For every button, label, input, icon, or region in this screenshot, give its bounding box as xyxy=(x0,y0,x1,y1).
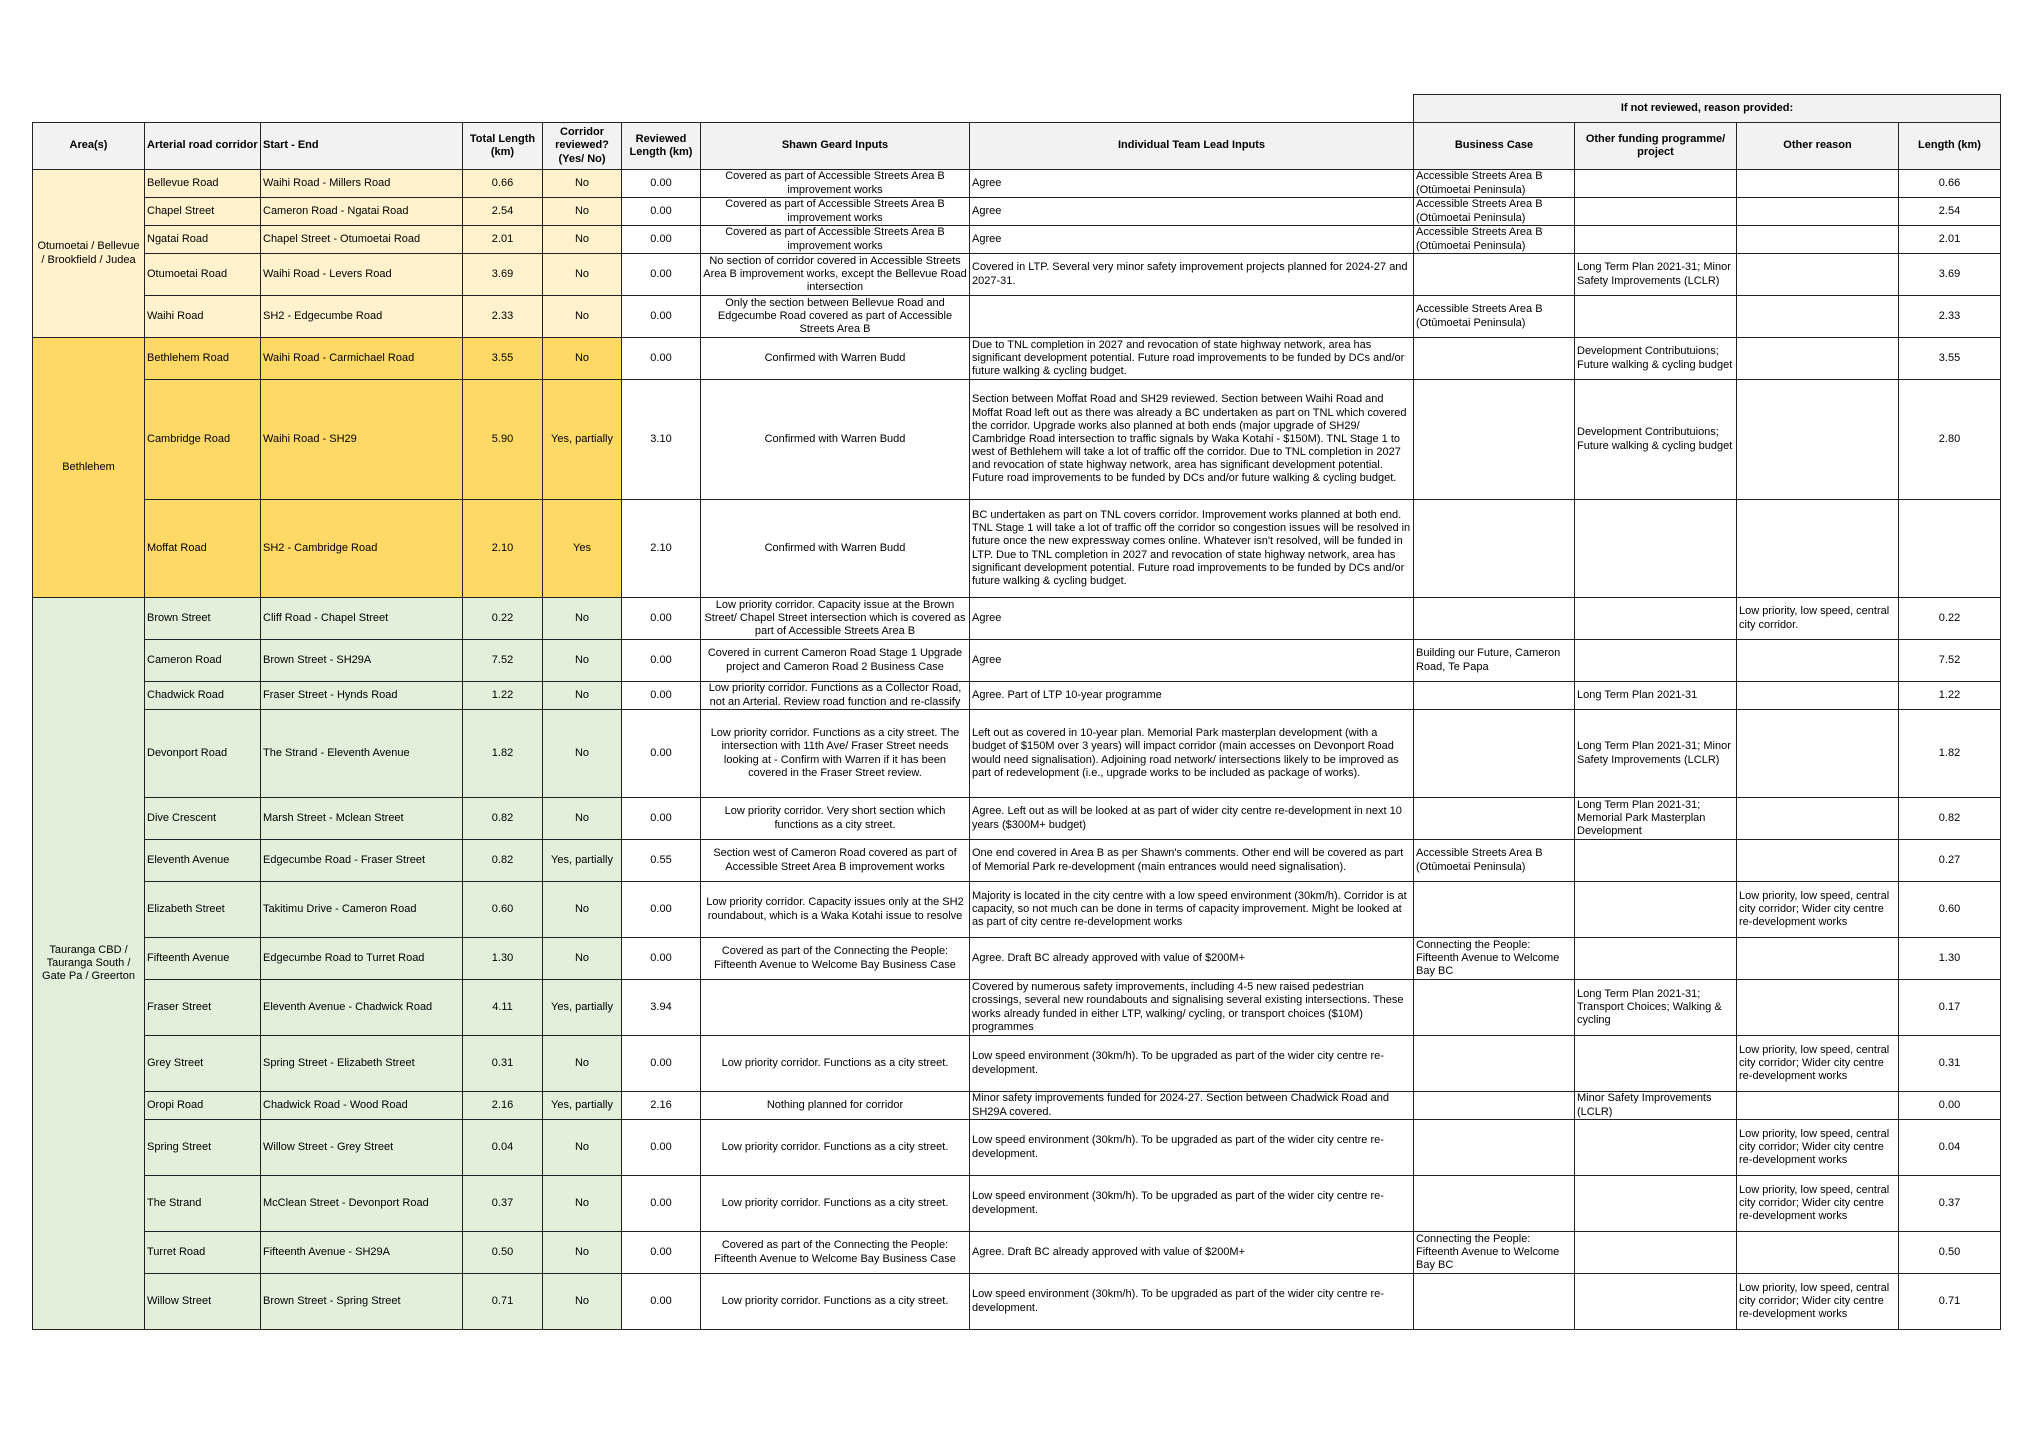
business-case-cell xyxy=(1414,980,1575,1036)
shawn-input-cell: Low priority corridor. Functions as a city street. xyxy=(701,1274,970,1330)
shawn-input-cell: Covered as part of the Connecting the People: Fifteenth Avenue to Welcome Bay Business Case xyxy=(701,938,970,980)
length-cell: 2.01 xyxy=(1899,226,2001,254)
other-reason-cell xyxy=(1737,1232,1899,1274)
corridor-review-table xyxy=(32,94,2001,1330)
reviewed-length-cell: 0.00 xyxy=(622,598,701,640)
shawn-input-cell: Confirmed with Warren Budd xyxy=(701,500,970,598)
table-row xyxy=(33,338,2001,380)
other-reason-cell xyxy=(1737,682,1899,710)
corridor-cell: The Strand xyxy=(145,1176,261,1232)
total-length-cell: 0.31 xyxy=(463,1036,543,1092)
length-cell: 3.55 xyxy=(1899,338,2001,380)
business-case-cell: Connecting the People: Fifteenth Avenue to Welcome Bay BC xyxy=(1414,938,1575,980)
start-end-cell: Chadwick Road - Wood Road xyxy=(261,1092,463,1120)
total-length-cell: 0.50 xyxy=(463,1232,543,1274)
length-cell: 0.50 xyxy=(1899,1232,2001,1274)
corridor-cell: Brown Street xyxy=(145,598,261,640)
reviewed-length-cell: 0.00 xyxy=(622,798,701,840)
corridor-cell: Bellevue Road xyxy=(145,170,261,198)
reviewed-length-cell: 0.00 xyxy=(622,254,701,296)
business-case-cell: Accessible Streets Area B (Otūmoetai Peninsula) xyxy=(1414,840,1575,882)
other-funding-cell: Long Term Plan 2021-31; Memorial Park Masterplan Development xyxy=(1575,798,1737,840)
team-lead-input-cell: Low speed environment (30km/h). To be upgraded as part of the wider city centre re-development. xyxy=(970,1036,1414,1092)
group-header-row xyxy=(33,95,2001,123)
col-other-funding: Other funding programme/ project xyxy=(1575,123,1737,170)
table-row xyxy=(33,296,2001,338)
corridor-cell: Bethlehem Road xyxy=(145,338,261,380)
length-cell: 1.22 xyxy=(1899,682,2001,710)
start-end-cell: Takitimu Drive - Cameron Road xyxy=(261,882,463,938)
team-lead-input-cell: Section between Moffat Road and SH29 reviewed. Section between Waihi Road and Moffat Road left out as there was already a BC undertaken as part on TNL which covered the corridor. Upgrade works also planned at both ends (major upgrade of SH29/ Cambridge Road intersection to traffic signals by Waka Kotahi - $150M). TNL Stage 1 to west of Bethlehem will take a lot of traffic off the corridor. Due to TNL completion in 2027 and revocation of state highway network, area has significant development potential. Future road improvements to be funded by DCs and/or future walking & cycling budget. xyxy=(970,380,1414,500)
shawn-input-cell: Only the section between Bellevue Road and Edgecumbe Road covered as part of Accessible Streets Area B xyxy=(701,296,970,338)
length-cell: 0.66 xyxy=(1899,170,2001,198)
corridor-cell: Waihi Road xyxy=(145,296,261,338)
col-total-length: Total Length (km) xyxy=(463,123,543,170)
corridor-cell: Cambridge Road xyxy=(145,380,261,500)
team-lead-input-cell: Due to TNL completion in 2027 and revocation of state highway network, area has significant development potential. Future road improvements to be funded by DCs and/or future walking & cycling budget. xyxy=(970,338,1414,380)
reviewed-length-cell: 0.00 xyxy=(622,1036,701,1092)
length-cell: 0.27 xyxy=(1899,840,2001,882)
table-row xyxy=(33,500,2001,598)
business-case-cell xyxy=(1414,882,1575,938)
start-end-cell: SH2 - Edgecumbe Road xyxy=(261,296,463,338)
shawn-input-cell: Low priority corridor. Functions as a city street. The intersection with 11th Ave/ Fraser Street needs looking at - Confirm with Warren if it has been covered in the Fraser Street review. xyxy=(701,710,970,798)
start-end-cell: Brown Street - Spring Street xyxy=(261,1274,463,1330)
total-length-cell: 0.66 xyxy=(463,170,543,198)
total-length-cell: 1.22 xyxy=(463,682,543,710)
corridor-cell: Grey Street xyxy=(145,1036,261,1092)
total-length-cell: 3.55 xyxy=(463,338,543,380)
other-funding-cell xyxy=(1575,1274,1737,1330)
column-header-row xyxy=(33,123,2001,170)
col-shawn-inputs: Shawn Geard Inputs xyxy=(701,123,970,170)
other-funding-cell xyxy=(1575,1120,1737,1176)
length-cell: 0.37 xyxy=(1899,1176,2001,1232)
length-cell: 1.30 xyxy=(1899,938,2001,980)
reviewed-length-cell: 0.00 xyxy=(622,682,701,710)
total-length-cell: 2.01 xyxy=(463,226,543,254)
reviewed-length-cell: 0.00 xyxy=(622,1176,701,1232)
length-cell: 0.31 xyxy=(1899,1036,2001,1092)
shawn-input-cell: Section west of Cameron Road covered as part of Accessible Street Area B improvement works xyxy=(701,840,970,882)
other-funding-cell xyxy=(1575,296,1737,338)
reviewed-cell: No xyxy=(543,198,622,226)
total-length-cell: 0.71 xyxy=(463,1274,543,1330)
corridor-cell: Spring Street xyxy=(145,1120,261,1176)
reviewed-cell: No xyxy=(543,710,622,798)
corridor-cell: Turret Road xyxy=(145,1232,261,1274)
table-row xyxy=(33,198,2001,226)
corridor-cell: Oropi Road xyxy=(145,1092,261,1120)
total-length-cell: 7.52 xyxy=(463,640,543,682)
other-reason-cell xyxy=(1737,170,1899,198)
team-lead-input-cell: Agree xyxy=(970,198,1414,226)
col-corridor: Arterial road corridor xyxy=(145,123,261,170)
shawn-input-cell: Low priority corridor. Capacity issue at the Brown Street/ Chapel Street intersection which is covered as part of Accessible Streets Area B xyxy=(701,598,970,640)
corridor-cell: Dive Crescent xyxy=(145,798,261,840)
shawn-input-cell: Covered as part of Accessible Streets Area B improvement works xyxy=(701,198,970,226)
blank-cell xyxy=(33,95,1414,123)
length-cell: 0.04 xyxy=(1899,1120,2001,1176)
team-lead-input-cell: Agree. Draft BC already approved with value of $200M+ xyxy=(970,1232,1414,1274)
other-reason-cell: Low priority, low speed, central city corridor. xyxy=(1737,598,1899,640)
reviewed-cell: No xyxy=(543,682,622,710)
shawn-input-cell: Confirmed with Warren Budd xyxy=(701,338,970,380)
table-row xyxy=(33,1232,2001,1274)
other-funding-cell xyxy=(1575,938,1737,980)
shawn-input-cell: Covered as part of the Connecting the People: Fifteenth Avenue to Welcome Bay Business Case xyxy=(701,1232,970,1274)
total-length-cell: 0.82 xyxy=(463,798,543,840)
table-body xyxy=(33,170,2001,1330)
col-business-case: Business Case xyxy=(1414,123,1575,170)
table-row xyxy=(33,710,2001,798)
reviewed-length-cell: 0.00 xyxy=(622,1232,701,1274)
business-case-cell: Accessible Streets Area B (Otūmoetai Peninsula) xyxy=(1414,226,1575,254)
table-row xyxy=(33,840,2001,882)
length-cell: 0.00 xyxy=(1899,1092,2001,1120)
start-end-cell: Waihi Road - Millers Road xyxy=(261,170,463,198)
table-row xyxy=(33,598,2001,640)
reviewed-cell: Yes, partially xyxy=(543,980,622,1036)
reviewed-cell: No xyxy=(543,1232,622,1274)
business-case-cell xyxy=(1414,1274,1575,1330)
col-corridor-reviewed: Corridor reviewed? (Yes/ No) xyxy=(543,123,622,170)
other-reason-cell: Low priority, low speed, central city corridor; Wider city centre re-development works xyxy=(1737,1274,1899,1330)
col-reviewed-length: Reviewed Length (km) xyxy=(622,123,701,170)
other-reason-cell xyxy=(1737,710,1899,798)
other-reason-cell xyxy=(1737,338,1899,380)
other-funding-cell: Development Contributuions; Future walking & cycling budget xyxy=(1575,380,1737,500)
team-lead-input-cell: Low speed environment (30km/h). To be upgraded as part of the wider city centre re-development. xyxy=(970,1274,1414,1330)
other-funding-cell xyxy=(1575,170,1737,198)
start-end-cell: Brown Street - SH29A xyxy=(261,640,463,682)
table-row xyxy=(33,380,2001,500)
team-lead-input-cell: Agree xyxy=(970,598,1414,640)
reviewed-cell: No xyxy=(543,338,622,380)
other-funding-cell: Minor Safety Improvements (LCLR) xyxy=(1575,1092,1737,1120)
table-row xyxy=(33,682,2001,710)
col-start-end: Start - End xyxy=(261,123,463,170)
table-row xyxy=(33,1092,2001,1120)
team-lead-input-cell: Covered by numerous safety improvements, including 4-5 new raised pedestrian crossings, several new roundabouts and signalising several existing intersections. These works already funded in either LTP, walking/ cycling, or transport choices ($10M) programmes xyxy=(970,980,1414,1036)
reviewed-cell: No xyxy=(543,598,622,640)
start-end-cell: Fifteenth Avenue - SH29A xyxy=(261,1232,463,1274)
start-end-cell: Cameron Road - Ngatai Road xyxy=(261,198,463,226)
reviewed-length-cell: 0.00 xyxy=(622,338,701,380)
other-funding-cell xyxy=(1575,500,1737,598)
corridor-cell: Devonport Road xyxy=(145,710,261,798)
length-cell: 0.22 xyxy=(1899,598,2001,640)
length-cell: 7.52 xyxy=(1899,640,2001,682)
corridor-cell: Cameron Road xyxy=(145,640,261,682)
length-cell: 3.69 xyxy=(1899,254,2001,296)
other-reason-cell xyxy=(1737,938,1899,980)
col-team-lead-inputs: Individual Team Lead Inputs xyxy=(970,123,1414,170)
total-length-cell: 4.11 xyxy=(463,980,543,1036)
reviewed-cell: No xyxy=(543,1036,622,1092)
corridor-cell: Ngatai Road xyxy=(145,226,261,254)
length-cell: 2.80 xyxy=(1899,380,2001,500)
other-funding-cell: Development Contributuions; Future walking & cycling budget xyxy=(1575,338,1737,380)
reviewed-length-cell: 0.00 xyxy=(622,198,701,226)
team-lead-input-cell: Majority is located in the city centre with a low speed environment (30km/h). Corridor is at capacity, so not much can be done in terms of capacity improvement. Might be looked at as part of city centre re-development works xyxy=(970,882,1414,938)
total-length-cell: 1.82 xyxy=(463,710,543,798)
table-row xyxy=(33,1120,2001,1176)
business-case-cell: Connecting the People: Fifteenth Avenue to Welcome Bay BC xyxy=(1414,1232,1575,1274)
reviewed-cell: Yes, partially xyxy=(543,380,622,500)
start-end-cell: SH2 - Cambridge Road xyxy=(261,500,463,598)
total-length-cell: 3.69 xyxy=(463,254,543,296)
reviewed-cell: No xyxy=(543,254,622,296)
col-length: Length (km) xyxy=(1899,123,2001,170)
business-case-cell: Accessible Streets Area B (Otūmoetai Peninsula) xyxy=(1414,296,1575,338)
table-row xyxy=(33,938,2001,980)
team-lead-input-cell: Agree. Part of LTP 10-year programme xyxy=(970,682,1414,710)
reviewed-cell: No xyxy=(543,226,622,254)
reviewed-cell: No xyxy=(543,798,622,840)
other-funding-cell xyxy=(1575,640,1737,682)
table-row xyxy=(33,798,2001,840)
other-reason-cell xyxy=(1737,1092,1899,1120)
reviewed-length-cell: 0.00 xyxy=(622,226,701,254)
table-row xyxy=(33,170,2001,198)
reviewed-length-cell: 2.10 xyxy=(622,500,701,598)
length-cell: 2.54 xyxy=(1899,198,2001,226)
corridor-cell: Moffat Road xyxy=(145,500,261,598)
team-lead-input-cell: Agree xyxy=(970,226,1414,254)
total-length-cell: 2.16 xyxy=(463,1092,543,1120)
total-length-cell: 5.90 xyxy=(463,380,543,500)
other-reason-cell xyxy=(1737,798,1899,840)
other-reason-cell xyxy=(1737,198,1899,226)
team-lead-input-cell xyxy=(970,296,1414,338)
start-end-cell: The Strand - Eleventh Avenue xyxy=(261,710,463,798)
shawn-input-cell: Covered as part of Accessible Streets Area B improvement works xyxy=(701,226,970,254)
table-row xyxy=(33,1176,2001,1232)
other-reason-cell xyxy=(1737,226,1899,254)
table-row xyxy=(33,226,2001,254)
other-reason-cell: Low priority, low speed, central city corridor; Wider city centre re-development works xyxy=(1737,882,1899,938)
other-funding-cell: Long Term Plan 2021-31; Minor Safety Improvements (LCLR) xyxy=(1575,710,1737,798)
reviewed-length-cell: 0.55 xyxy=(622,840,701,882)
other-reason-cell xyxy=(1737,840,1899,882)
other-reason-cell xyxy=(1737,980,1899,1036)
start-end-cell: Chapel Street - Otumoetai Road xyxy=(261,226,463,254)
start-end-cell: Marsh Street - Mclean Street xyxy=(261,798,463,840)
corridor-cell: Eleventh Avenue xyxy=(145,840,261,882)
business-case-cell xyxy=(1414,338,1575,380)
area-cell: Tauranga CBD / Tauranga South / Gate Pa / Greerton xyxy=(33,598,145,1330)
col-other-reason: Other reason xyxy=(1737,123,1899,170)
reviewed-length-cell: 3.10 xyxy=(622,380,701,500)
shawn-input-cell: Covered in current Cameron Road Stage 1 Upgrade project and Cameron Road 2 Business Case xyxy=(701,640,970,682)
corridor-review-sheet xyxy=(32,94,2000,1330)
business-case-cell xyxy=(1414,1120,1575,1176)
other-reason-cell: Low priority, low speed, central city corridor; Wider city centre re-development works xyxy=(1737,1120,1899,1176)
start-end-cell: Waihi Road - Carmichael Road xyxy=(261,338,463,380)
length-cell: 0.71 xyxy=(1899,1274,2001,1330)
shawn-input-cell: Low priority corridor. Very short section which functions as a city street. xyxy=(701,798,970,840)
length-cell: 0.60 xyxy=(1899,882,2001,938)
shawn-input-cell: Confirmed with Warren Budd xyxy=(701,380,970,500)
reviewed-length-cell: 0.00 xyxy=(622,1120,701,1176)
total-length-cell: 0.60 xyxy=(463,882,543,938)
reviewed-cell: No xyxy=(543,882,622,938)
shawn-input-cell: Low priority corridor. Functions as a Collector Road, not an Arterial. Review road function and re-classify xyxy=(701,682,970,710)
other-funding-cell xyxy=(1575,1036,1737,1092)
other-funding-cell xyxy=(1575,198,1737,226)
table-row xyxy=(33,1274,2001,1330)
total-length-cell: 2.33 xyxy=(463,296,543,338)
team-lead-input-cell: Minor safety improvements funded for 2024-27. Section between Chadwick Road and SH29A covered. xyxy=(970,1092,1414,1120)
reviewed-length-cell: 0.00 xyxy=(622,640,701,682)
start-end-cell: Edgecumbe Road to Turret Road xyxy=(261,938,463,980)
corridor-cell: Chadwick Road xyxy=(145,682,261,710)
reviewed-cell: No xyxy=(543,938,622,980)
other-funding-cell xyxy=(1575,882,1737,938)
business-case-cell xyxy=(1414,598,1575,640)
shawn-input-cell xyxy=(701,980,970,1036)
corridor-cell: Fraser Street xyxy=(145,980,261,1036)
reviewed-length-cell: 0.00 xyxy=(622,882,701,938)
business-case-cell xyxy=(1414,710,1575,798)
team-lead-input-cell: One end covered in Area B as per Shawn's comments. Other end will be covered as part of Memorial Park re-development (main entrances would need signalisation). xyxy=(970,840,1414,882)
other-reason-cell xyxy=(1737,380,1899,500)
shawn-input-cell: Nothing planned for corridor xyxy=(701,1092,970,1120)
length-cell: 2.33 xyxy=(1899,296,2001,338)
other-reason-cell: Low priority, low speed, central city corridor; Wider city centre re-development works xyxy=(1737,1176,1899,1232)
start-end-cell: Waihi Road - Levers Road xyxy=(261,254,463,296)
team-lead-input-cell: Agree. Draft BC already approved with value of $200M+ xyxy=(970,938,1414,980)
table-row xyxy=(33,254,2001,296)
other-reason-cell xyxy=(1737,296,1899,338)
team-lead-input-cell: BC undertaken as part on TNL covers corridor. Improvement works planned at both end. TNL Stage 1 will take a lot of traffic off the corridor so congestion issues will be resolved in future once the new expressway comes online. Whatever isn't resolved, will be funded in LTP. Due to TNL completion in 2027 and revocation of state highway network, area has significant development potential. Future road improvements to be funded by DCs and/or future walking & cycling budget. xyxy=(970,500,1414,598)
reviewed-length-cell: 2.16 xyxy=(622,1092,701,1120)
reviewed-cell: No xyxy=(543,1274,622,1330)
shawn-input-cell: Low priority corridor. Functions as a city street. xyxy=(701,1120,970,1176)
total-length-cell: 0.04 xyxy=(463,1120,543,1176)
business-case-cell xyxy=(1414,1092,1575,1120)
start-end-cell: Eleventh Avenue - Chadwick Road xyxy=(261,980,463,1036)
other-funding-cell: Long Term Plan 2021-31 xyxy=(1575,682,1737,710)
reviewed-cell: Yes, partially xyxy=(543,1092,622,1120)
reviewed-length-cell: 0.00 xyxy=(622,170,701,198)
start-end-cell: Fraser Street - Hynds Road xyxy=(261,682,463,710)
table-row xyxy=(33,882,2001,938)
other-funding-cell xyxy=(1575,226,1737,254)
reviewed-cell: No xyxy=(543,640,622,682)
col-area: Area(s) xyxy=(33,123,145,170)
corridor-cell: Otumoetai Road xyxy=(145,254,261,296)
table-row xyxy=(33,1036,2001,1092)
corridor-cell: Fifteenth Avenue xyxy=(145,938,261,980)
start-end-cell: Willow Street - Grey Street xyxy=(261,1120,463,1176)
start-end-cell: McClean Street - Devonport Road xyxy=(261,1176,463,1232)
start-end-cell: Spring Street - Elizabeth Street xyxy=(261,1036,463,1092)
team-lead-input-cell: Low speed environment (30km/h). To be upgraded as part of the wider city centre re-development. xyxy=(970,1120,1414,1176)
reason-group-header: If not reviewed, reason provided: xyxy=(1414,95,2001,123)
business-case-cell: Accessible Streets Area B (Otūmoetai Peninsula) xyxy=(1414,198,1575,226)
reviewed-length-cell: 0.00 xyxy=(622,710,701,798)
length-cell: 0.82 xyxy=(1899,798,2001,840)
shawn-input-cell: Low priority corridor. Functions as a city street. xyxy=(701,1176,970,1232)
reviewed-cell: No xyxy=(543,1176,622,1232)
other-reason-cell xyxy=(1737,500,1899,598)
reviewed-length-cell: 0.00 xyxy=(622,938,701,980)
total-length-cell: 2.54 xyxy=(463,198,543,226)
team-lead-input-cell: Left out as covered in 10-year plan. Memorial Park masterplan development (with a budget of $150M over 3 years) will impact corridor (main accesses on Devonport Road would need signalisation). Adjoining road network/ intersections likely to be improved as part of redevelopment (i.e., upgrade works to be included as package of works). xyxy=(970,710,1414,798)
other-funding-cell xyxy=(1575,840,1737,882)
table-row xyxy=(33,640,2001,682)
business-case-cell xyxy=(1414,254,1575,296)
other-funding-cell: Long Term Plan 2021-31; Minor Safety Improvements (LCLR) xyxy=(1575,254,1737,296)
area-cell: Otumoetai / Bellevue / Brookfield / Judea xyxy=(33,170,145,338)
other-funding-cell xyxy=(1575,1232,1737,1274)
other-reason-cell: Low priority, low speed, central city corridor; Wider city centre re-development works xyxy=(1737,1036,1899,1092)
reviewed-cell: No xyxy=(543,296,622,338)
start-end-cell: Cliff Road - Chapel Street xyxy=(261,598,463,640)
corridor-cell: Willow Street xyxy=(145,1274,261,1330)
business-case-cell xyxy=(1414,500,1575,598)
shawn-input-cell: Covered as part of Accessible Streets Area B improvement works xyxy=(701,170,970,198)
length-cell: 1.82 xyxy=(1899,710,2001,798)
business-case-cell xyxy=(1414,798,1575,840)
business-case-cell xyxy=(1414,1176,1575,1232)
total-length-cell: 0.82 xyxy=(463,840,543,882)
other-reason-cell xyxy=(1737,254,1899,296)
business-case-cell xyxy=(1414,1036,1575,1092)
business-case-cell xyxy=(1414,380,1575,500)
length-cell: 0.17 xyxy=(1899,980,2001,1036)
other-reason-cell xyxy=(1737,640,1899,682)
total-length-cell: 1.30 xyxy=(463,938,543,980)
corridor-cell: Elizabeth Street xyxy=(145,882,261,938)
business-case-cell xyxy=(1414,682,1575,710)
reviewed-cell: Yes xyxy=(543,500,622,598)
area-cell: Bethlehem xyxy=(33,338,145,598)
table-row xyxy=(33,980,2001,1036)
team-lead-input-cell: Agree xyxy=(970,170,1414,198)
other-funding-cell: Long Term Plan 2021-31; Transport Choices; Walking & cycling xyxy=(1575,980,1737,1036)
reviewed-length-cell: 0.00 xyxy=(622,1274,701,1330)
start-end-cell: Edgecumbe Road - Fraser Street xyxy=(261,840,463,882)
business-case-cell: Accessible Streets Area B (Otūmoetai Peninsula) xyxy=(1414,170,1575,198)
team-lead-input-cell: Low speed environment (30km/h). To be upgraded as part of the wider city centre re-development. xyxy=(970,1176,1414,1232)
shawn-input-cell: Low priority corridor. Capacity issues only at the SH2 roundabout, which is a Waka Kotahi issue to resolve xyxy=(701,882,970,938)
length-cell xyxy=(1899,500,2001,598)
team-lead-input-cell: Covered in LTP. Several very minor safety improvement projects planned for 2024-27 and 2027-31. xyxy=(970,254,1414,296)
reviewed-length-cell: 3.94 xyxy=(622,980,701,1036)
team-lead-input-cell: Agree. Left out as will be looked at as part of wider city centre re-development in next 10 years ($300M+ budget) xyxy=(970,798,1414,840)
total-length-cell: 2.10 xyxy=(463,500,543,598)
reviewed-length-cell: 0.00 xyxy=(622,296,701,338)
reviewed-cell: No xyxy=(543,170,622,198)
reviewed-cell: Yes, partially xyxy=(543,840,622,882)
shawn-input-cell: Low priority corridor. Functions as a city street. xyxy=(701,1036,970,1092)
total-length-cell: 0.37 xyxy=(463,1176,543,1232)
other-funding-cell xyxy=(1575,1176,1737,1232)
reviewed-cell: No xyxy=(543,1120,622,1176)
business-case-cell: Building our Future, Cameron Road, Te Papa xyxy=(1414,640,1575,682)
start-end-cell: Waihi Road - SH29 xyxy=(261,380,463,500)
shawn-input-cell: No section of corridor covered in Accessible Streets Area B improvement works, except the Bellevue Road intersection xyxy=(701,254,970,296)
corridor-cell: Chapel Street xyxy=(145,198,261,226)
team-lead-input-cell: Agree xyxy=(970,640,1414,682)
total-length-cell: 0.22 xyxy=(463,598,543,640)
other-funding-cell xyxy=(1575,598,1737,640)
